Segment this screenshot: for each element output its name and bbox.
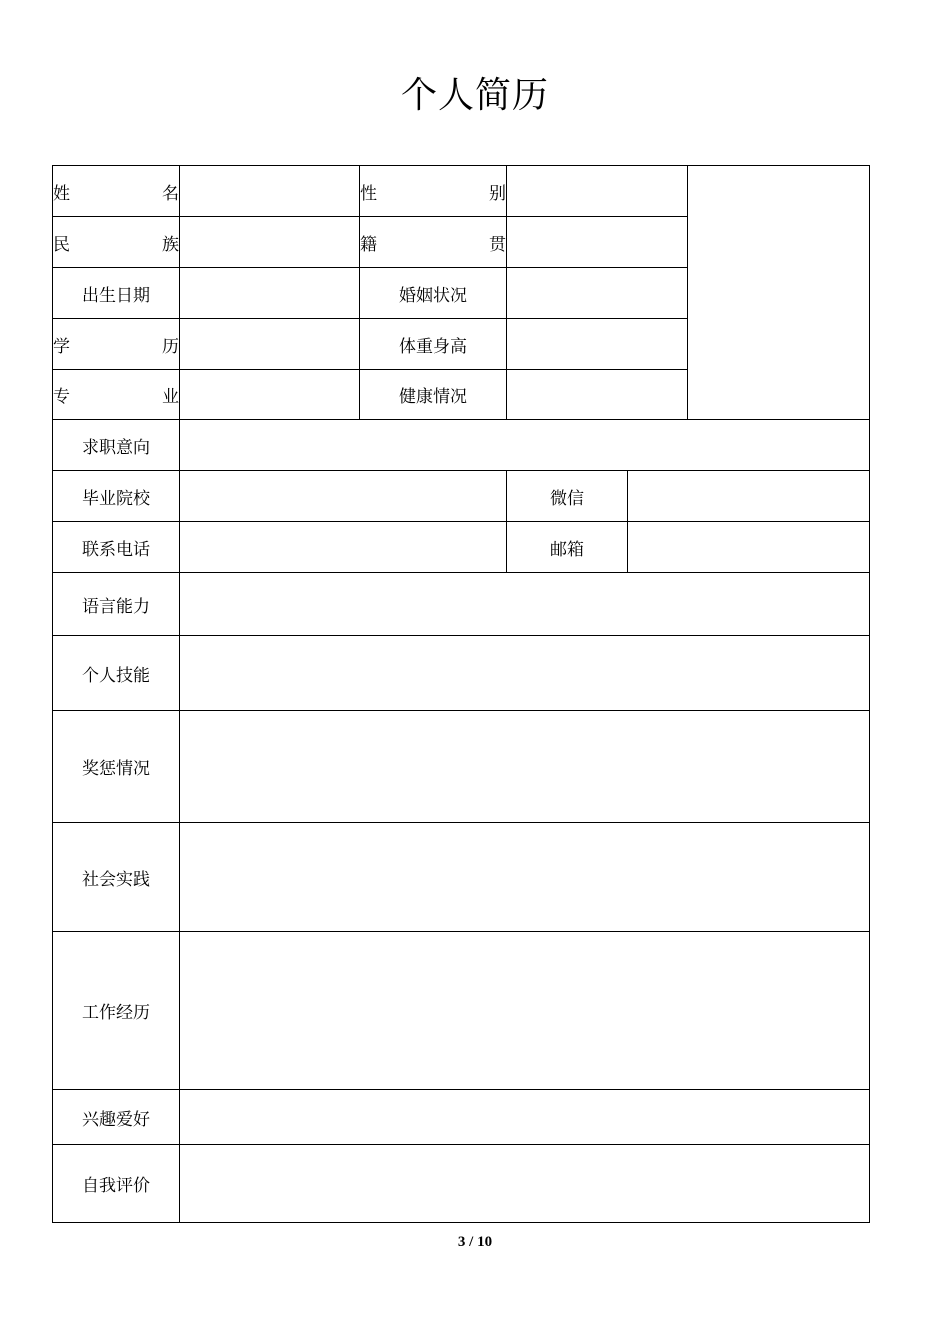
awards-label: 奖惩情况	[53, 711, 180, 823]
graduated-school-field[interactable]	[180, 471, 507, 522]
gender-field[interactable]	[507, 166, 688, 217]
language-ability-label: 语言能力	[53, 573, 180, 636]
email-label: 邮箱	[507, 522, 628, 573]
table-right-edge-line	[869, 165, 870, 1222]
name-label: 姓 名	[53, 166, 180, 217]
ethnicity-label: 民 族	[53, 217, 180, 268]
height-weight-field[interactable]	[507, 319, 688, 370]
social-practice-label: 社会实践	[53, 823, 180, 932]
work-experience-label: 工作经历	[53, 932, 180, 1090]
personal-skills-label: 个人技能	[53, 636, 180, 711]
major-label: 专 业	[53, 370, 180, 420]
graduated-school-label: 毕业院校	[53, 471, 180, 522]
self-evaluation-label: 自我评价	[53, 1145, 180, 1223]
work-experience-field[interactable]	[180, 932, 870, 1090]
marital-status-label: 婚姻状况	[360, 268, 507, 319]
social-practice-field[interactable]	[180, 823, 870, 932]
self-evaluation-field[interactable]	[180, 1145, 870, 1223]
origin-field[interactable]	[507, 217, 688, 268]
job-intention-label: 求职意向	[53, 420, 180, 471]
health-label: 健康情况	[360, 370, 507, 420]
ethnicity-field[interactable]	[180, 217, 360, 268]
language-ability-field[interactable]	[180, 573, 870, 636]
name-field[interactable]	[180, 166, 360, 217]
origin-label: 籍 贯	[360, 217, 507, 268]
birth-date-field[interactable]	[180, 268, 360, 319]
job-intention-field[interactable]	[180, 420, 870, 471]
marital-status-field[interactable]	[507, 268, 688, 319]
page-title: 个人简历	[400, 75, 549, 116]
birth-date-label: 出生日期	[53, 268, 180, 319]
wechat-label: 微信	[507, 471, 628, 522]
awards-field[interactable]	[180, 711, 870, 823]
gender-label: 性 别	[360, 166, 507, 217]
education-label: 学 历	[53, 319, 180, 370]
education-field[interactable]	[180, 319, 360, 370]
photo-area[interactable]	[688, 166, 870, 420]
height-weight-label: 体重身高	[360, 319, 507, 370]
page-number: 3 / 10	[457, 1234, 493, 1250]
phone-field[interactable]	[180, 522, 507, 573]
phone-label: 联系电话	[53, 522, 180, 573]
email-field[interactable]	[628, 522, 870, 573]
major-field[interactable]	[180, 370, 360, 420]
resume-table	[52, 165, 870, 1223]
wechat-field[interactable]	[628, 471, 870, 522]
hobbies-field[interactable]	[180, 1090, 870, 1145]
personal-skills-field[interactable]	[180, 636, 870, 711]
health-field[interactable]	[507, 370, 688, 420]
hobbies-label: 兴趣爱好	[53, 1090, 180, 1145]
